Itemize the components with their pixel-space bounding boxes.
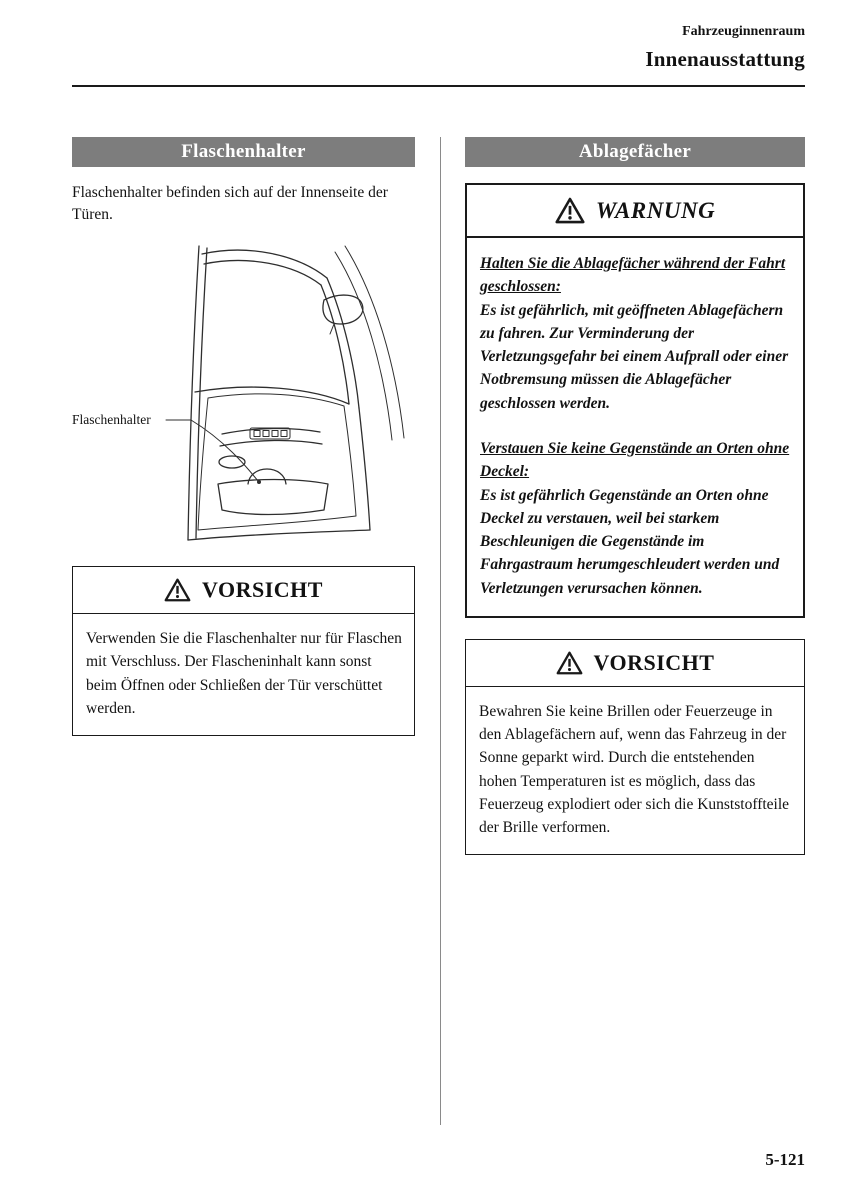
warning-item: [480, 252, 791, 415]
column-divider: [440, 137, 441, 1125]
warning-header: [467, 185, 803, 238]
section-title-flaschenhalter: Flaschenhalter: [72, 137, 415, 167]
warning-box-ablagefaecher: [465, 183, 805, 618]
warning-title: WARNUNG: [595, 197, 716, 223]
caution-box-flaschenhalter: [72, 566, 415, 736]
car-door-illustration: [72, 238, 415, 550]
page-header: [72, 0, 805, 87]
breadcrumb: Fahrzeuginnenraum: [682, 24, 805, 39]
caution-title: VORSICHT: [202, 577, 323, 602]
content-columns: [72, 137, 805, 1125]
warning-item-heading: Halten Sie die Ablagefächer während der Fahrt geschlossen:: [480, 255, 786, 296]
warning-triangle-icon: [556, 651, 583, 675]
header-rule: [72, 85, 805, 87]
intro-text: Flaschenhalter befinden sich auf der Innenseite der Türen.: [72, 184, 388, 223]
caution-box-ablagefaecher: [465, 639, 805, 856]
caution-header: [466, 640, 804, 687]
warning-item-text: Es ist gefährlich Gegenstände an Orten ohne Deckel zu verstauen, weil bei starkem Beschleunigen die Gegenstände im Fahrgastraum herumgeschleudert werden und Verletzungen verursachen können.: [480, 486, 780, 597]
page-number: 5-121: [765, 1150, 805, 1169]
left-column: [72, 137, 415, 736]
warning-triangle-icon: [555, 197, 585, 224]
warning-item: [480, 437, 791, 600]
caution-body: Verwenden Sie die Flaschenhalter nur für Flaschen mit Verschluss. Der Flascheninhalt kann sonst beim Öffnen oder Schließen der Tür verschüttet werden.: [86, 630, 402, 717]
section-title-ablagefaecher: Ablagefächer: [465, 137, 805, 167]
warning-item-text: Es ist gefährlich, mit geöffneten Ablagefächern zu fahren. Zur Verminderung der Verletzungsgefahr bei einem Aufprall oder einer Notbremsung müssen die Ablagefächer geschlossen werden.: [480, 301, 789, 412]
figure-callout-flaschenhalter: Flaschenhalter: [72, 412, 151, 427]
caution-body: Bewahren Sie keine Brillen oder Feuerzeuge in den Ablagefächern auf, wenn das Fahrzeug in der Sonne geparkt wird. Durch die entstehenden hohen Temperaturen ist es möglich, dass das Feuerzeug explodiert oder sich die Kunststoffteile der Brille verformen.: [479, 702, 790, 837]
warning-item-heading: Verstauen Sie keine Gegenstände an Orten ohne Deckel:: [480, 440, 790, 481]
warning-body: [467, 238, 803, 616]
right-column: [465, 137, 805, 855]
door-figure: [72, 238, 415, 550]
warning-triangle-icon: [164, 578, 191, 602]
caution-header: [73, 567, 414, 614]
caution-title: VORSICHT: [593, 649, 715, 675]
page-title: Innenausstattung: [645, 47, 805, 71]
